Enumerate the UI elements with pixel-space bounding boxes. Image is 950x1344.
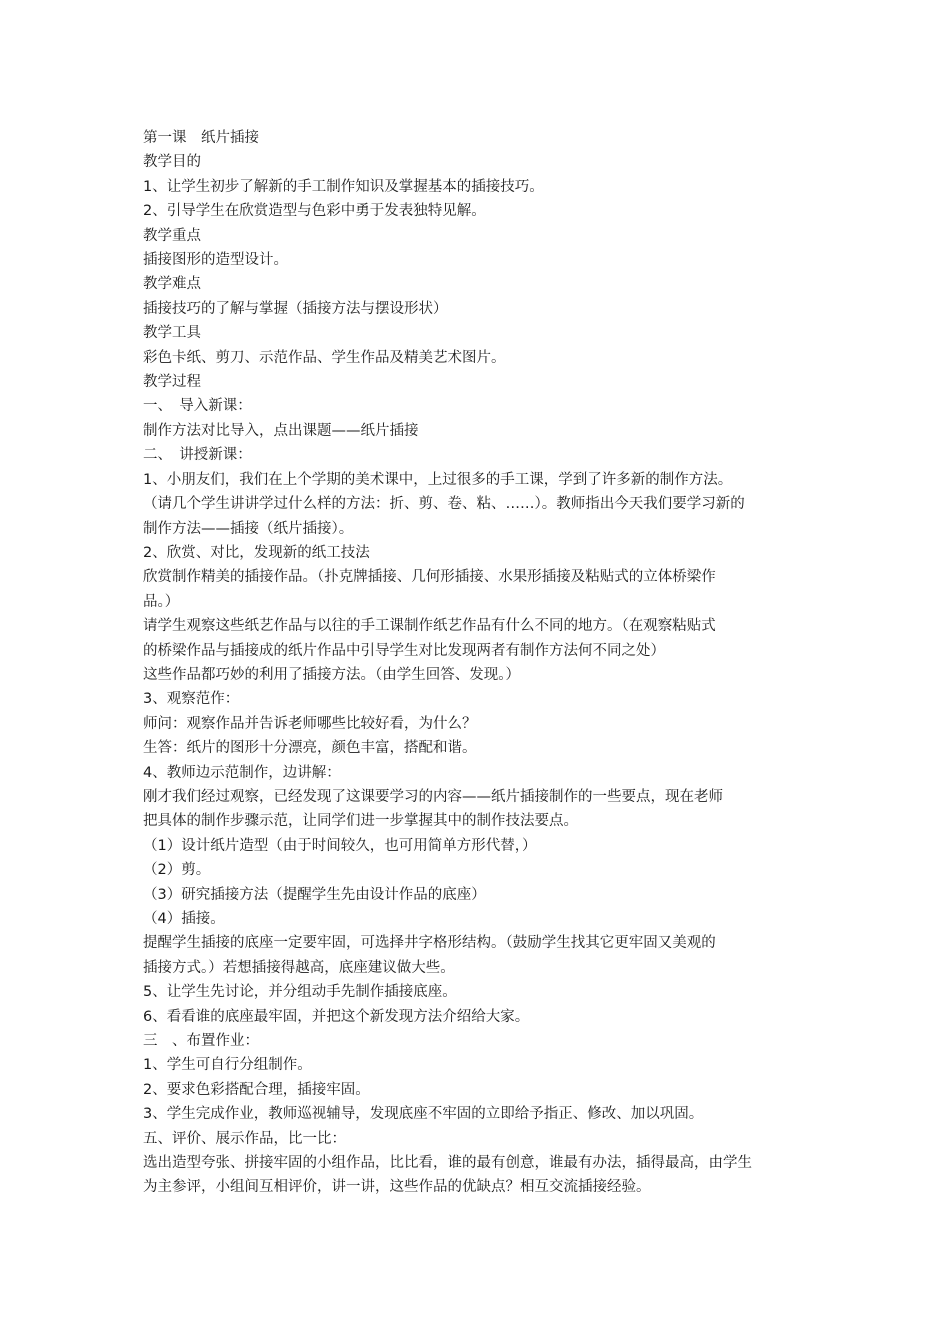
homework-item: 3、学生完成作业，教师巡视辅导，发现底座不牢固的立即给予指正、修改、加以巩固。 — [143, 1106, 704, 1123]
section-heading-difficulties: 教学难点 — [143, 276, 201, 293]
paragraph-line: 请学生观察这些纸艺作品与以往的手工课制作纸艺作品有什么不同的地方。（在观察粘贴式 — [143, 618, 716, 635]
paragraph-line: 的桥梁作品与插接成的纸片作品中引导学生对比发现两者有制作方法何不同之处） — [143, 642, 665, 659]
step-heading-3: 三 、布置作业： — [143, 1033, 259, 1050]
difficulty-text: 插接技巧的了解与掌握（插接方法与摆设形状） — [143, 300, 448, 317]
paragraph-line: 提醒学生插接的底座一定要牢固，可选择井字格形结构。（鼓励学生找其它更牢固又美观的 — [143, 935, 716, 952]
goal-item-2: 2、引导学生在欣赏造型与色彩中勇于发表独特见解。 — [143, 203, 486, 220]
numbered-step: （1）设计纸片造型（由于时间较久，也可用简单方形代替，） — [143, 837, 537, 854]
paragraph-line: 生答：纸片的图形十分漂亮，颜色丰富，搭配和谐。 — [143, 740, 477, 757]
paragraph-line: 1、小朋友们，我们在上个学期的美术课中，上过很多的手工课，学到了许多新的制作方法。 — [143, 471, 733, 488]
sub-heading: 5、让学生先讨论，并分组动手先制作插接底座。 — [143, 984, 457, 1001]
paragraph-line: 欣赏制作精美的插接作品。（扑克牌插接、几何形插接、水果形插接及粘贴式的立体桥梁作 — [143, 569, 716, 586]
paragraph-line: （请几个学生讲讲学过什么样的方法：折、剪、卷、粘、……）。教师指出今天我们要学习新的 — [143, 496, 745, 513]
section-heading-tools: 教学工具 — [143, 325, 201, 342]
paragraph-line: 这些作品都巧妙的利用了插接方法。（由学生回答、发现。） — [143, 666, 520, 683]
sub-heading: 3、观察范作： — [143, 691, 240, 708]
step-heading-1: 一、 导入新课： — [143, 398, 252, 415]
section-heading-process: 教学过程 — [143, 374, 201, 391]
sub-heading: 6、看看谁的底座最牢固，并把这个新发现方法介绍给大家。 — [143, 1008, 530, 1025]
paragraph-line: 把具体的制作步骤示范，让同学们进一步掌握其中的制作技法要点。 — [143, 813, 578, 830]
goal-item-1: 1、让学生初步了解新的手工制作知识及掌握基本的插接技巧。 — [143, 178, 544, 195]
lesson-title: 第一课 纸片插接 — [143, 130, 259, 146]
paragraph-line: 制作方法——插接（纸片插接）。 — [143, 520, 354, 537]
numbered-step: （2）剪。 — [143, 862, 211, 879]
paragraph-line: 刚才我们经过观察，已经发现了这课要学习的内容——纸片插接制作的一些要点，现在老师 — [143, 788, 723, 805]
paragraph-line: 为主参评，小组间互相评价，讲一讲，这些作品的优缺点？相互交流插接经验。 — [143, 1179, 651, 1196]
sub-heading: 4、教师边示范制作，边讲解： — [143, 764, 341, 781]
paragraph-line: 品。） — [143, 593, 180, 610]
step-heading-2: 二、 讲授新课： — [143, 447, 252, 464]
key-point-text: 插接图形的造型设计。 — [143, 252, 288, 269]
step-text: 制作方法对比导入，点出课题——纸片插接 — [143, 422, 419, 439]
homework-item: 1、学生可自行分组制作。 — [143, 1057, 312, 1074]
homework-item: 2、要求色彩搭配合理，插接牢固。 — [143, 1081, 370, 1098]
document-body — [143, 126, 811, 1200]
section-heading-key-points: 教学重点 — [143, 227, 201, 244]
sub-heading: 2、欣赏、对比，发现新的纸工技法 — [143, 544, 370, 561]
tools-text: 彩色卡纸、剪刀、示范作品、学生作品及精美艺术图片。 — [143, 349, 506, 366]
numbered-step: （3）研究插接方法（提醒学生先由设计作品的底座） — [143, 886, 486, 903]
step-heading-5: 五、评价、展示作品，比一比： — [143, 1130, 346, 1147]
paragraph-line: 选出造型夸张、拼接牢固的小组作品，比比看，谁的最有创意，谁最有办法，插得最高，由学生 — [143, 1155, 752, 1172]
section-heading-goals: 教学目的 — [143, 154, 201, 171]
paragraph-line: 师问：观察作品并告诉老师哪些比较好看，为什么？ — [143, 715, 477, 732]
paragraph-line: 插接方式。）若想插接得越高，底座建议做大些。 — [143, 959, 455, 976]
numbered-step: （4）插接。 — [143, 911, 225, 927]
